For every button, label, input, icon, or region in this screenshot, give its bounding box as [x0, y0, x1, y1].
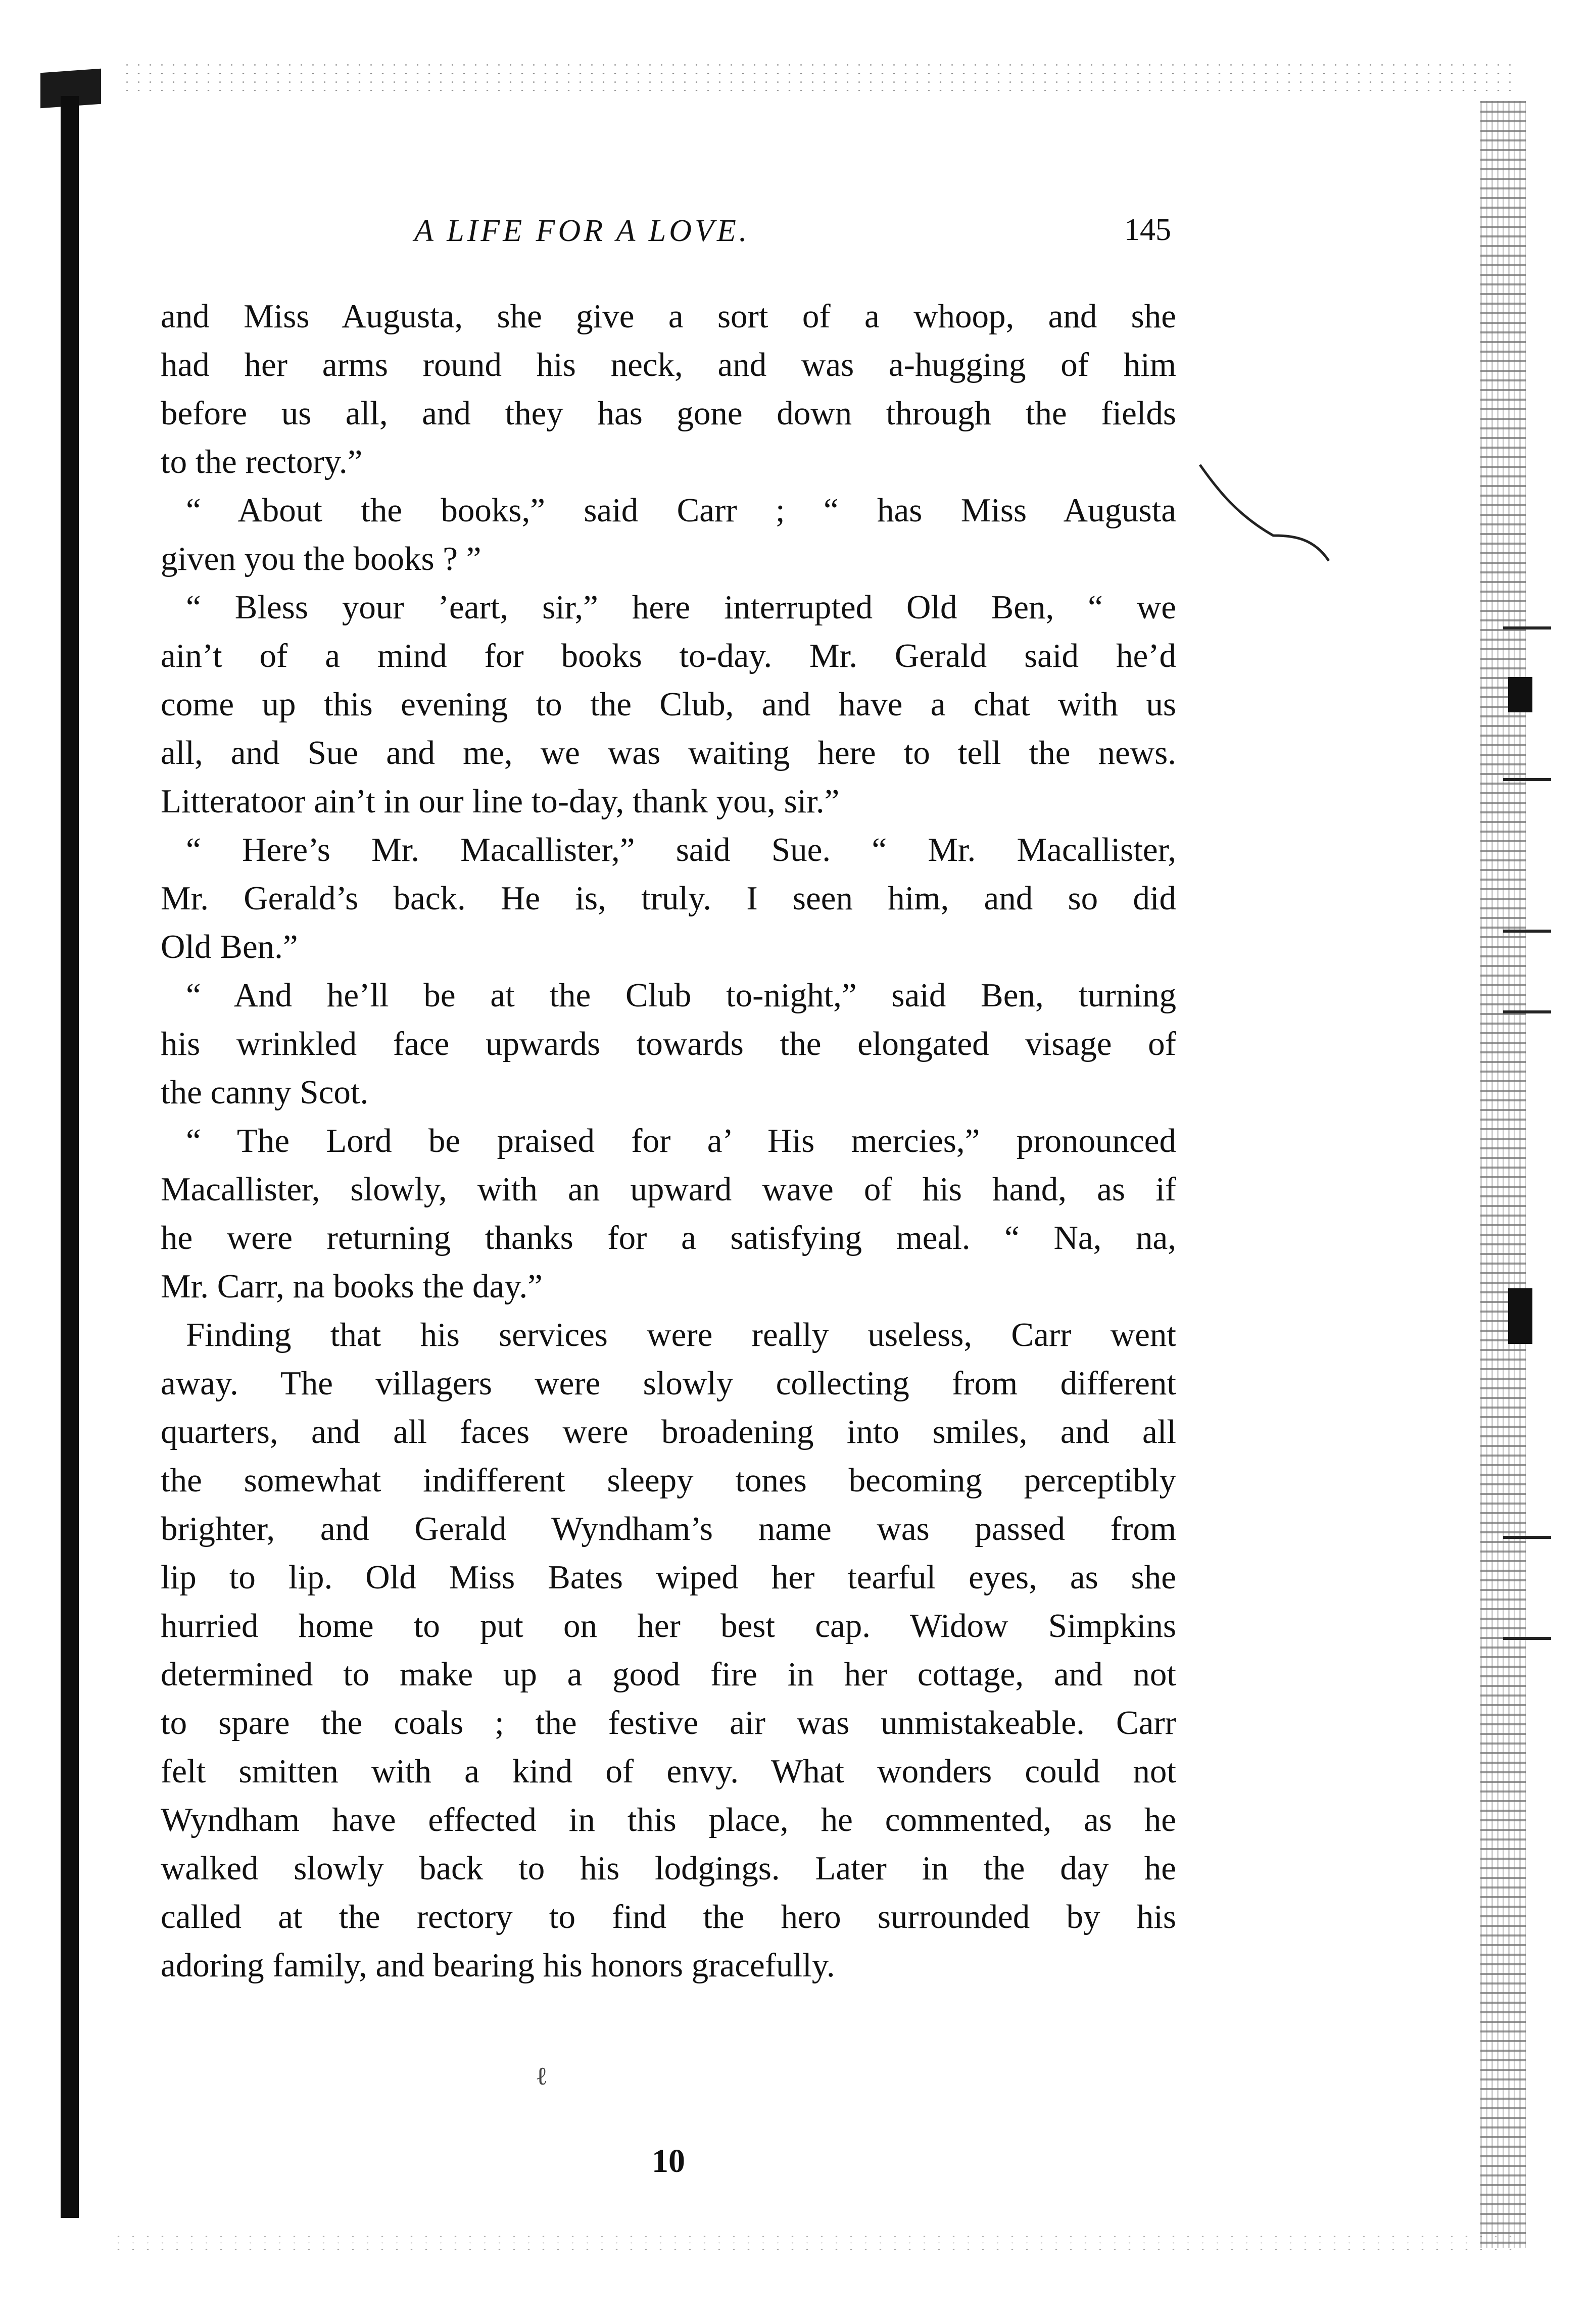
text-line: Mr. Gerald’s back. He is, truly. I seen him, and so did: [161, 880, 1176, 917]
body-text: [161, 292, 1176, 1990]
text-line: to spare the coals ; the festive air was unmistakeable. Carr: [161, 1704, 1176, 1741]
text-line: come up this evening to the Club, and have a chat with us: [161, 686, 1176, 723]
scan-noise-top: [121, 61, 1511, 91]
text-line: ain’t of a mind for books to-day. Mr. Gerald said he’d: [161, 637, 1176, 674]
signature-mark: 10: [652, 2143, 685, 2180]
text-line: the canny Scot.: [161, 1074, 369, 1111]
running-title: A LIFE FOR A LOVE.: [414, 214, 750, 248]
text-line: he were returning thanks for a satisfying meal. “ Na, na,: [161, 1219, 1176, 1256]
text-line: “ And he’ll be at the Club to-night,” said Ben, turning: [186, 977, 1176, 1014]
text-line: “ The Lord be praised for a’ His mercies,” pronounced: [186, 1122, 1176, 1159]
text-line: the somewhat indifferent sleepy tones becoming perceptibly: [161, 1462, 1176, 1499]
text-line: Litteratoor ain’t in our line to-day, thank you, sir.”: [161, 783, 840, 820]
text-line: walked slowly back to his lodgings. Later in the day he: [161, 1850, 1176, 1887]
text-line: called at the rectory to find the hero surrounded by his: [161, 1898, 1176, 1935]
text-line: Old Ben.”: [161, 928, 298, 965]
text-line: Wyndham have effected in this place, he commented, as he: [161, 1801, 1176, 1838]
text-line: brighter, and Gerald Wyndham’s name was passed from: [161, 1510, 1176, 1547]
text-line: lip to lip. Old Miss Bates wiped her tearful eyes, as she: [161, 1559, 1176, 1596]
text-line: “ About the books,” said Carr ; “ has Miss Augusta: [186, 492, 1176, 529]
text-line: all, and Sue and me, we was waiting here to tell the news.: [161, 734, 1176, 771]
text-line: determined to make up a good fire in her cottage, and not: [161, 1656, 1176, 1693]
pencil-mark: [1197, 460, 1339, 571]
text-line: before us all, and they has gone down through the fields: [161, 395, 1176, 432]
text-line: had her arms round his neck, and was a-hugging of him: [161, 346, 1176, 383]
text-line: given you the books ? ”: [161, 540, 481, 577]
text-line: Macallister, slowly, with an upward wave of his hand, as if: [161, 1171, 1176, 1208]
text-line: “ Here’s Mr. Macallister,” said Sue. “ Mr. Macallister,: [186, 831, 1176, 868]
text-line: to the rectory.”: [161, 443, 363, 480]
text-line: his wrinkled face upwards towards the elongated visage of: [161, 1025, 1176, 1062]
binding-edge: [61, 96, 79, 2218]
text-line: and Miss Augusta, she give a sort of a whoop, and she: [161, 298, 1176, 335]
scan-noise-bottom: [111, 2233, 1516, 2253]
text-line: “ Bless your ’eart, sir,” here interrupted Old Ben, “ we: [186, 589, 1176, 626]
page-edge-marks: [1503, 626, 1559, 1586]
text-line: hurried home to put on her best cap. Widow Simpkins: [161, 1607, 1176, 1644]
text-line: Finding that his services were really useless, Carr went: [186, 1316, 1176, 1353]
text-line: away. The villagers were slowly collecting from different: [161, 1365, 1176, 1402]
page-number: 145: [1124, 213, 1171, 247]
text-line: felt smitten with a kind of envy. What wonders could not: [161, 1753, 1176, 1790]
text-line: Mr. Carr, na books the day.”: [161, 1268, 543, 1305]
text-line: adoring family, and bearing his honors gracefully.: [161, 1947, 835, 1984]
text-line: quarters, and all faces were broadening into smiles, and all: [161, 1413, 1176, 1450]
pencil-scribble: ℓ: [536, 2062, 548, 2090]
